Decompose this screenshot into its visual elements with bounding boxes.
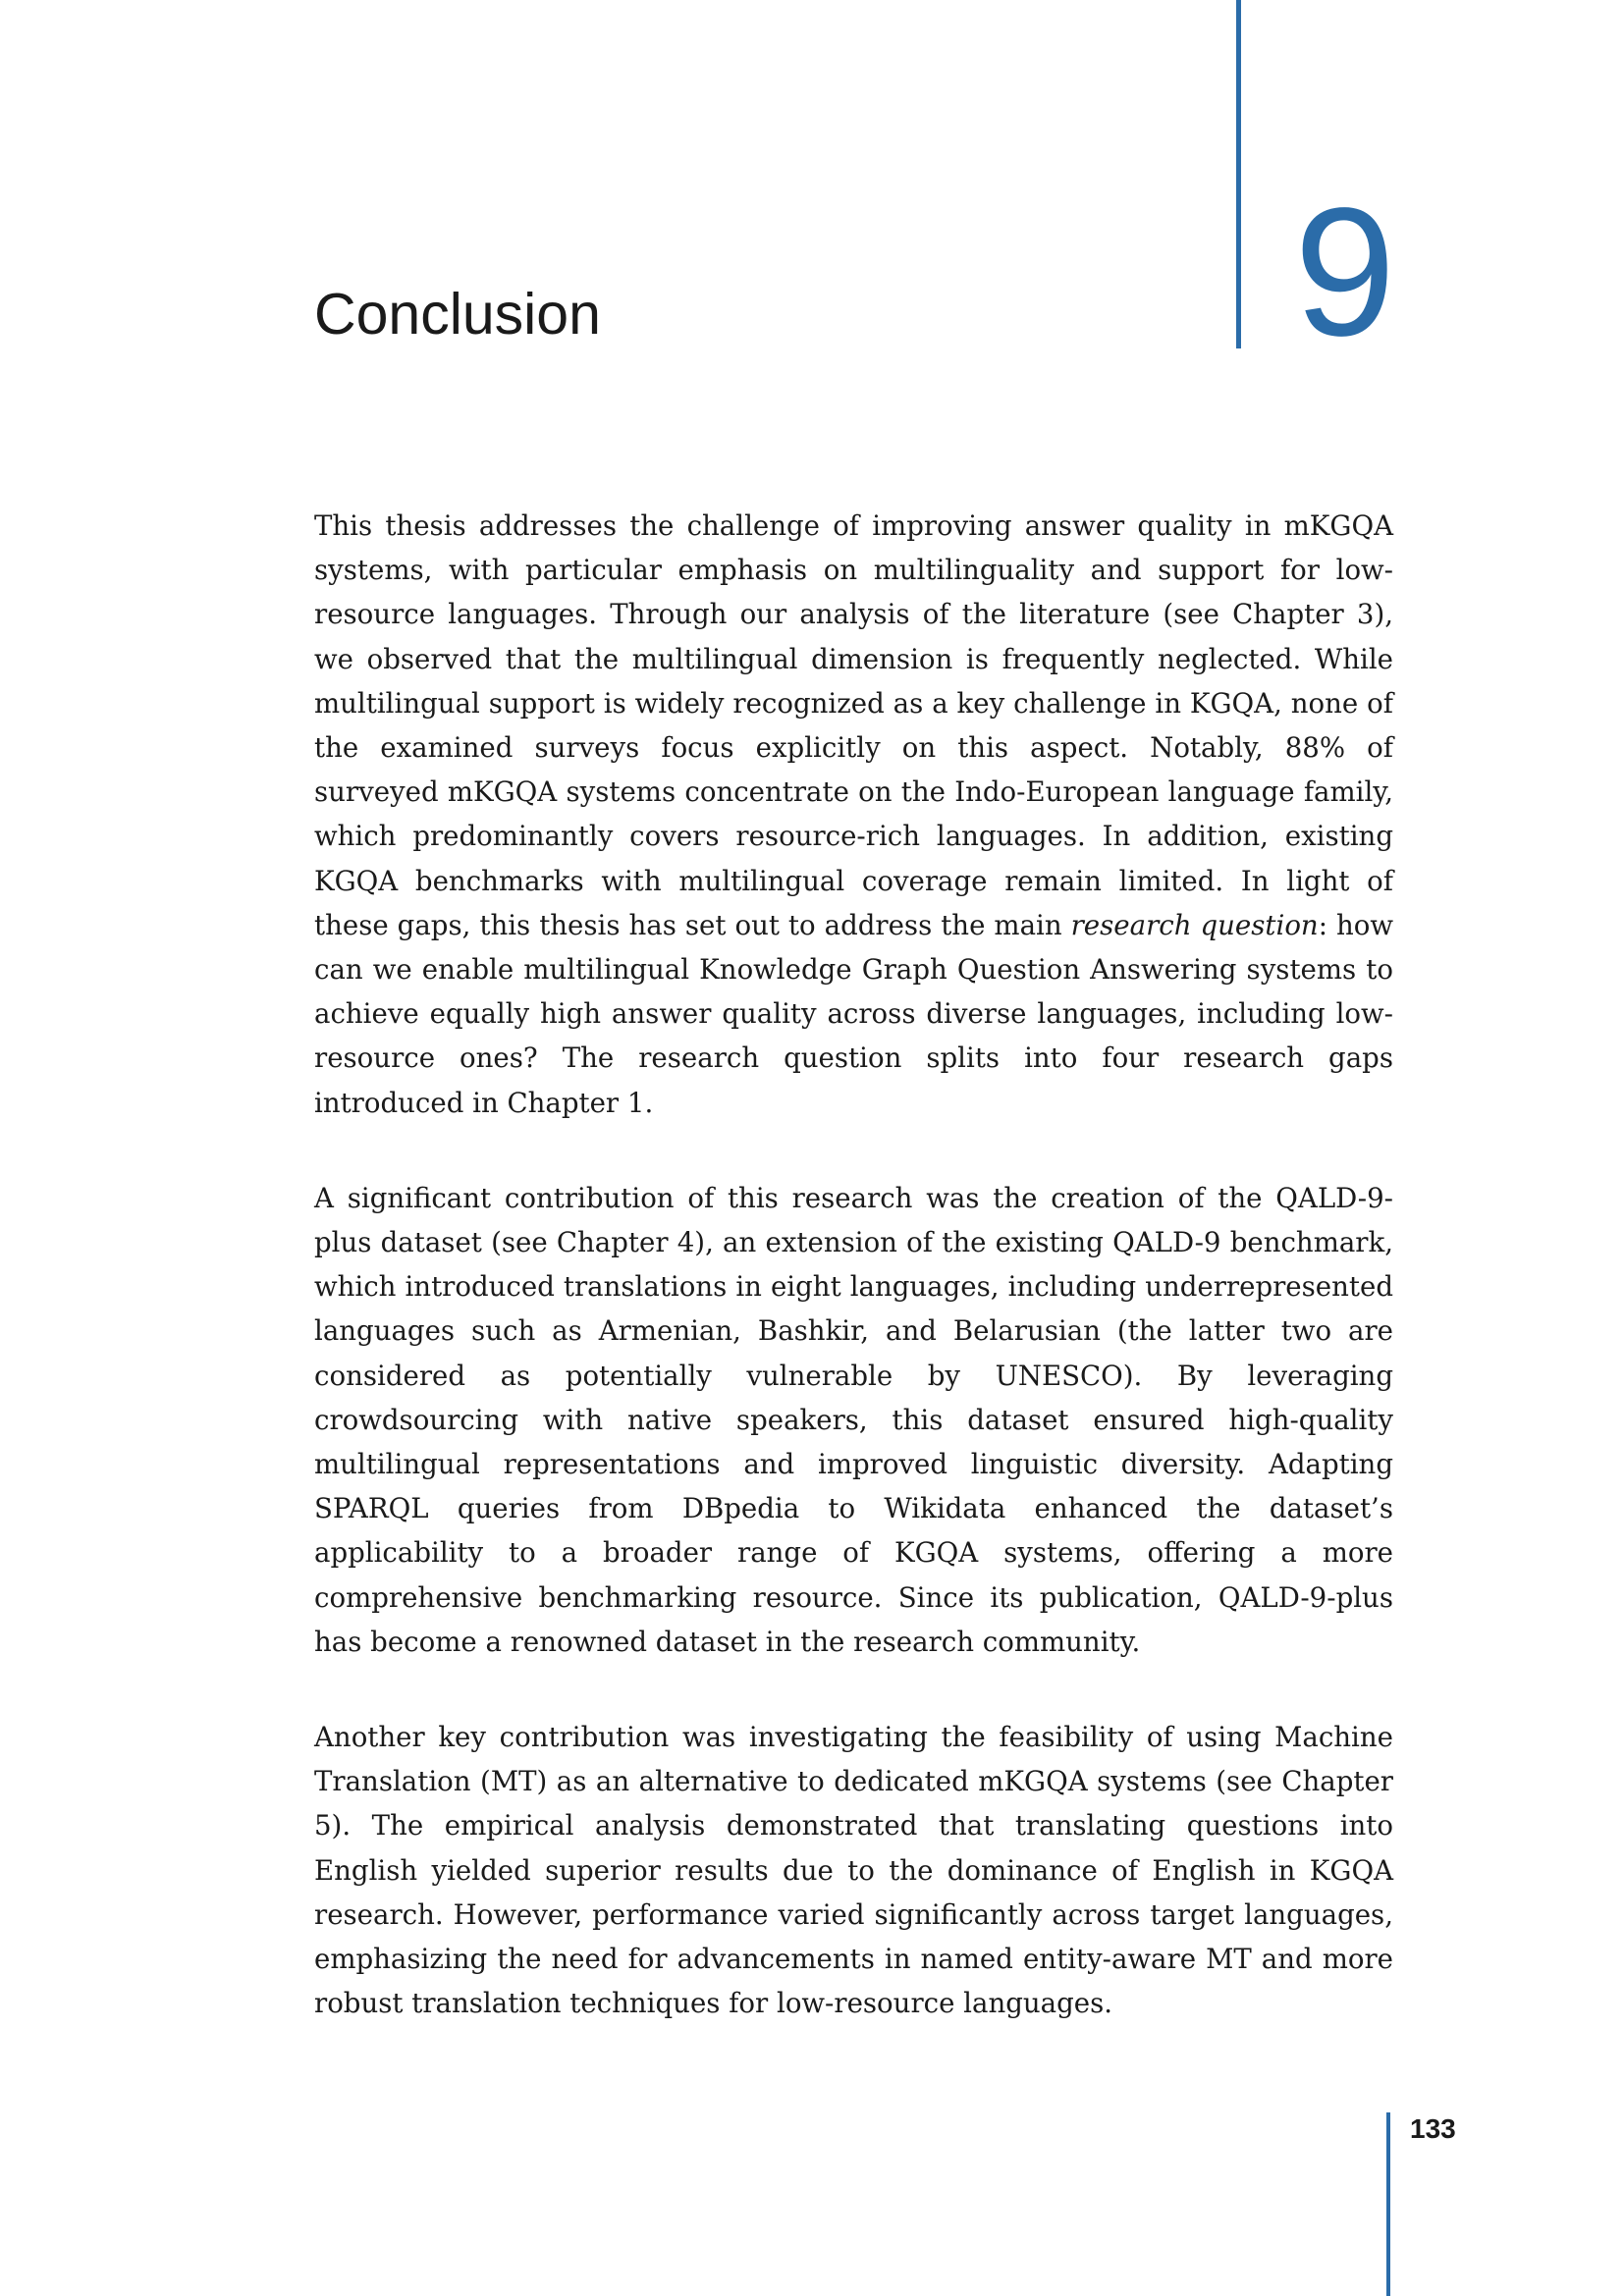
paragraph-intro-text: This thesis addresses the challenge of improving answer quality in mKGQA systems, with particular emphasis on multilinguality and support for low-resource languages. Through our analysis of the literature (see Chapter 3), we observed that the multilingual dimension is frequently neglected. While multilingual support is widely recognized as a key challenge in KGQA, none of the examined surveys focus explicitly on this aspect. Notably, 88% of surveyed mKGQA systems concentrate on the Indo-European language family, which predominantly covers resource-rich languages. In addition, existing KGQA benchmarks with multilingual coverage remain limited. In light of these gaps, this thesis has set out to address the main — [314, 509, 1393, 941]
paragraph-intro — [314, 504, 1393, 1125]
chapter-title: Conclusion — [314, 282, 601, 347]
page-number: 133 — [1410, 2113, 1456, 2144]
paragraph-mt-contribution: Another key contribution was investigating the feasibility of using Machine Translation (MT) as an alternative to dedicated mKGQA systems (see Chapter 5). The empirical analysis demonstrated that translating questions into English yielded superior results due to the dominance of English in KGQA research. However, performance varied significantly across target languages, emphasizing the need for advancements in named entity-aware MT and more robust translation techniques for low-resource languages. — [314, 1721, 1393, 2020]
chapter-number: 9 — [1294, 171, 1396, 374]
chapter-accent-rule — [1236, 0, 1241, 348]
footer-accent-rule — [1386, 2112, 1390, 2296]
chapter-body — [314, 504, 1393, 2077]
paragraph-intro-emphasis: research question — [1070, 908, 1319, 941]
paragraph-qald-contribution: A significant contribution of this research was the creation of the QALD-9-plus dataset (see Chapter 4), an extension of the existing QALD-9 benchmark, which introduced translations in eight languages, including underrepresented languages such as Armenian, Bashkir, and Belarusian (the latter two are considered as potentially vulnerable by UNESCO). By leveraging crowdsourcing with native speakers, this dataset ensured high-quality multilingual representations and improved linguistic diversity. Adapting SPARQL queries from DBpedia to Wikidata enhanced the dataset’s applicability to a broader range of KGQA systems, offering a more comprehensive benchmarking resource. Since its publication, QALD-9-plus has become a renowned dataset in the research community. — [314, 1181, 1393, 1658]
paragraph-intro-text-end: : how can we enable multilingual Knowledge Graph Question Answering systems to achieve equally high answer quality across diverse languages, including low-resource ones? The research question splits into four research gaps introduced in Chapter 1. — [314, 908, 1393, 1119]
